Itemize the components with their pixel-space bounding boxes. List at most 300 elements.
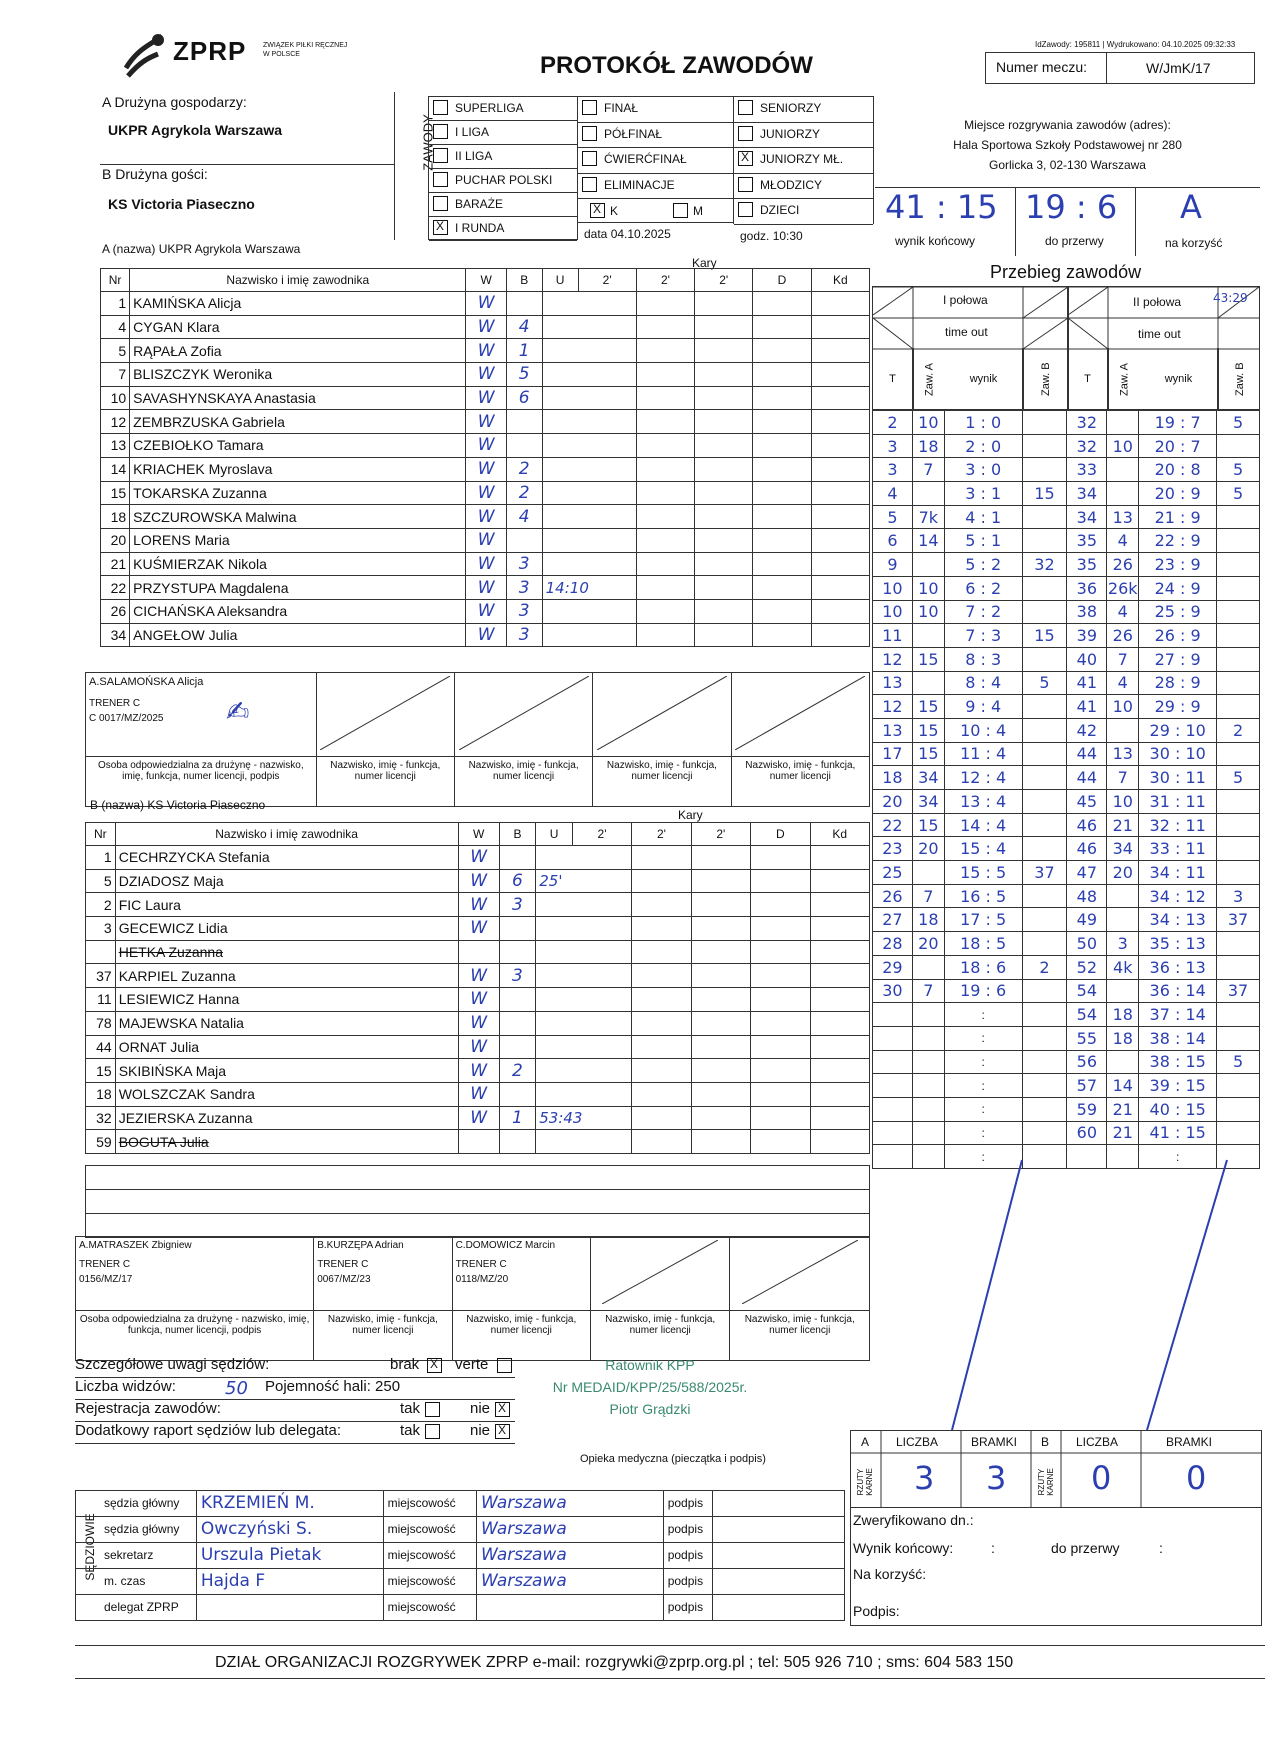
progress-row xyxy=(873,505,1260,529)
progress-cell xyxy=(1107,979,1139,1003)
progress-score: : xyxy=(944,1003,1022,1027)
progress-cell xyxy=(1022,576,1067,600)
progress-score: 20 : 7 xyxy=(1139,434,1217,458)
category-row xyxy=(734,148,873,174)
progress-cell xyxy=(1217,1026,1260,1050)
penalty-cell xyxy=(810,1082,870,1106)
penalty-b-count: 0 xyxy=(1091,1459,1112,1497)
staff-role: TRENER C xyxy=(317,1259,369,1270)
player-name: CICHAŃSKA Aleksandra xyxy=(130,599,466,623)
penalty-cell xyxy=(691,917,750,941)
progress-cell xyxy=(1217,837,1260,861)
progress-score: 13 : 4 xyxy=(944,790,1022,814)
penalty-cell xyxy=(810,869,870,893)
category-label: SUPERLIGA xyxy=(455,101,524,115)
player-penalty xyxy=(536,917,632,941)
progress-row xyxy=(873,576,1260,600)
player-goals: 2 xyxy=(506,457,542,481)
referee-role: sekretarz xyxy=(76,1542,197,1568)
penalty-cell xyxy=(636,315,694,339)
team-a-title: A (nazwa) UKPR Agrykola Warszawa xyxy=(102,242,301,256)
venue-block xyxy=(875,118,1260,172)
progress-cell: 10 xyxy=(1107,695,1139,719)
progress-cell: 36 xyxy=(1067,576,1107,600)
progress-cell xyxy=(1217,576,1260,600)
progress-cell: 7 xyxy=(1107,766,1139,790)
notes-verte-checkbox[interactable] xyxy=(497,1358,512,1373)
category-label: JUNIORZY MŁ. xyxy=(760,152,844,167)
player-name: HETKA Zuzanna xyxy=(115,940,458,964)
player-penalty xyxy=(536,846,632,870)
progress-cell xyxy=(1107,718,1139,742)
player-penalty-value: 53:43 xyxy=(539,1108,583,1127)
player-number xyxy=(86,940,116,964)
category-checkbox[interactable] xyxy=(433,220,448,235)
progress-score: 27 : 9 xyxy=(1139,647,1217,671)
registration-tak-checkbox[interactable] xyxy=(425,1402,440,1417)
progress-row xyxy=(873,671,1260,695)
player-penalty xyxy=(542,552,636,576)
team-a-staff-label-2: Nazwisko, imię - funkcja, numer licencji xyxy=(454,757,592,807)
zprp-logo xyxy=(118,28,368,80)
progress-score: 9 : 4 xyxy=(944,695,1022,719)
progress-score: 18 : 6 xyxy=(944,955,1022,979)
penalty-cell xyxy=(632,1130,691,1154)
penalty-cell xyxy=(695,528,753,552)
category-checkbox[interactable] xyxy=(433,148,448,163)
progress-score: 34 : 13 xyxy=(1139,908,1217,932)
team-b-label: B Drużyna gości: xyxy=(102,166,208,182)
player-penalty xyxy=(542,434,636,458)
half-result-sep: : xyxy=(1159,1540,1163,1556)
category-checkbox[interactable] xyxy=(738,151,753,166)
player-name: CZEBIOŁKO Tamara xyxy=(130,434,466,458)
progress-cell: 9 xyxy=(873,553,913,577)
progress-cell xyxy=(1217,932,1260,956)
player-name: BOGUTA Julia xyxy=(115,1130,458,1154)
progress-score: 2 : 0 xyxy=(944,434,1022,458)
penalty-b-count-label: LICZBA xyxy=(1076,1435,1119,1449)
player-penalty xyxy=(542,576,636,600)
progress-cell: 3 xyxy=(1217,884,1260,908)
second-half-note: 43:29 xyxy=(1213,291,1248,305)
player-name: WOLSZCZAK Sandra xyxy=(115,1082,458,1106)
registration-label: Rejestracja zawodów: xyxy=(75,1400,221,1417)
team-b-staff-cell xyxy=(314,1237,452,1311)
penalty-cell xyxy=(632,1059,691,1083)
progress-cell: 37 xyxy=(1022,861,1067,885)
progress-score: 26 : 9 xyxy=(1139,624,1217,648)
penalty-cell xyxy=(695,623,753,647)
penalty-cell xyxy=(751,917,810,941)
penalty-cell xyxy=(695,386,753,410)
player-played: W xyxy=(466,599,506,623)
category-checkbox[interactable] xyxy=(738,100,753,115)
progress-cell: 4 xyxy=(873,482,913,506)
player-number: 15 xyxy=(86,1059,116,1083)
progress-cell: 40 xyxy=(1067,647,1107,671)
penalty-cell xyxy=(753,386,811,410)
progress-row xyxy=(873,624,1260,648)
progress-cell: 28 xyxy=(873,932,913,956)
player-goals xyxy=(506,410,542,434)
progress-cell: 34 xyxy=(1067,505,1107,529)
progress-cell: 25 xyxy=(873,861,913,885)
category-checkbox[interactable] xyxy=(738,177,753,192)
progress-cell xyxy=(1217,790,1260,814)
progress-cell: 32 xyxy=(1067,411,1107,435)
progress-cell: 10 xyxy=(912,576,944,600)
winner-label: na korzyść xyxy=(1165,236,1223,250)
referee-sign-label: podpis xyxy=(663,1516,712,1542)
penalty-cell xyxy=(753,315,811,339)
progress-cell xyxy=(1022,884,1067,908)
player-penalty xyxy=(542,505,636,529)
referee-city-label: miejscowość xyxy=(383,1516,476,1542)
team-a-staff xyxy=(85,672,870,807)
category-row xyxy=(578,123,733,149)
penalty-cell xyxy=(636,599,694,623)
player-played: W xyxy=(458,917,499,941)
player-row xyxy=(86,1130,870,1154)
player-goals xyxy=(506,292,542,316)
progress-cell xyxy=(912,1026,944,1050)
penalty-a-count: 3 xyxy=(914,1459,935,1497)
progress-score: 39 : 15 xyxy=(1139,1074,1217,1098)
progress-col-header: Zaw. B xyxy=(1218,348,1261,410)
category-checkbox[interactable] xyxy=(738,202,753,217)
progress-row xyxy=(873,790,1260,814)
player-played: W xyxy=(466,410,506,434)
progress-cell: 20 xyxy=(873,790,913,814)
penalty-cell xyxy=(695,457,753,481)
penalty-cell xyxy=(691,940,750,964)
progress-score: 7 : 2 xyxy=(944,600,1022,624)
player-name: ZEMBRZUSKA Gabriela xyxy=(130,410,466,434)
player-number: 4 xyxy=(101,315,130,339)
penalty-cell xyxy=(811,505,869,529)
penalty-cell xyxy=(811,457,869,481)
progress-cell: 17 xyxy=(873,742,913,766)
progress-cell: 7k xyxy=(912,505,944,529)
timeout-label-2: time out xyxy=(1138,327,1181,341)
player-penalty xyxy=(536,1082,632,1106)
progress-cell: 54 xyxy=(1067,979,1107,1003)
progress-cell: 12 xyxy=(873,695,913,719)
category-row xyxy=(429,97,577,121)
progress-cell: 14 xyxy=(912,529,944,553)
player-number: 10 xyxy=(101,386,130,410)
penalty-cell xyxy=(753,410,811,434)
stamp-line-3: Piotr Grądzki xyxy=(609,1401,691,1417)
progress-cell xyxy=(912,955,944,979)
category-checkbox[interactable] xyxy=(433,124,448,139)
roster-header-cell: 2' xyxy=(632,823,691,846)
penalty-cell xyxy=(810,1106,870,1130)
progress-cell: 55 xyxy=(1067,1026,1107,1050)
category-checkbox[interactable] xyxy=(433,172,448,187)
category-checkbox[interactable] xyxy=(738,126,753,141)
penalty-cell xyxy=(811,481,869,505)
player-row xyxy=(101,552,870,576)
progress-cell: 42 xyxy=(1067,718,1107,742)
referee-sign-label: podpis xyxy=(663,1568,712,1594)
player-number: 18 xyxy=(86,1082,116,1106)
progress-cell xyxy=(1107,411,1139,435)
player-goals: 6 xyxy=(506,386,542,410)
player-number: 18 xyxy=(101,505,130,529)
progress-cell: 50 xyxy=(1067,932,1107,956)
gender-m-label: M xyxy=(693,204,703,218)
player-played: W xyxy=(458,893,499,917)
team-b-staff-label-1: Nazwisko, imię - funkcja, numer licencji xyxy=(314,1311,452,1361)
category-checkbox[interactable] xyxy=(582,177,597,192)
gender-row xyxy=(578,198,734,223)
progress-cell: 48 xyxy=(1067,884,1107,908)
progress-score: 25 : 9 xyxy=(1139,600,1217,624)
category-label: PÓŁFINAŁ xyxy=(604,126,663,141)
progress-cell xyxy=(1022,979,1067,1003)
player-row xyxy=(101,505,870,529)
player-number: 1 xyxy=(86,846,116,870)
category-label: PUCHAR POLSKI xyxy=(455,173,553,187)
penalty-cell xyxy=(751,1082,810,1106)
player-number: 22 xyxy=(101,576,130,600)
player-penalty xyxy=(536,1035,632,1059)
progress-score: 10 : 4 xyxy=(944,718,1022,742)
progress-cell xyxy=(1022,908,1067,932)
progress-cell xyxy=(1022,505,1067,529)
player-name: FIC Laura xyxy=(115,893,458,917)
penalty-cell xyxy=(691,988,750,1012)
player-played: W xyxy=(458,964,499,988)
referees-table xyxy=(75,1470,845,1621)
progress-cell: 34 xyxy=(912,766,944,790)
player-played: W xyxy=(458,1011,499,1035)
page-title: PROTOKÓŁ ZAWODÓW xyxy=(540,52,813,79)
report-tak-checkbox[interactable] xyxy=(425,1424,440,1439)
progress-row xyxy=(873,695,1260,719)
referee-city xyxy=(476,1594,663,1620)
progress-cell: 12 xyxy=(873,647,913,671)
penalty-cell xyxy=(810,917,870,941)
progress-row xyxy=(873,434,1260,458)
progress-cell xyxy=(873,1003,913,1027)
team-a-roster xyxy=(100,268,870,647)
category-checkbox[interactable] xyxy=(433,100,448,115)
penalty-cell xyxy=(691,1011,750,1035)
player-name: MAJEWSKA Natalia xyxy=(115,1011,458,1035)
player-played: W xyxy=(466,505,506,529)
player-row xyxy=(86,1011,870,1035)
progress-cell: 10 xyxy=(1107,434,1139,458)
referee-row xyxy=(76,1516,845,1542)
penalty-cell xyxy=(632,1011,691,1035)
team-b-staff-cell xyxy=(76,1237,314,1311)
progress-cell: 2 xyxy=(873,411,913,435)
final-score: 41 : 15 xyxy=(885,188,998,226)
first-half-label: I połowa xyxy=(943,293,988,307)
player-number: 2 xyxy=(86,893,116,917)
progress-cell: 3 xyxy=(873,434,913,458)
player-played: W xyxy=(466,552,506,576)
staff-licence: 0118/MZ/20 xyxy=(455,1274,509,1285)
penalty-cell xyxy=(636,339,694,363)
category-checkbox[interactable] xyxy=(433,196,448,211)
player-name: CYGAN Klara xyxy=(130,315,466,339)
logo-text: ZPRP xyxy=(173,36,247,66)
progress-cell xyxy=(1217,955,1260,979)
penalty-cell xyxy=(691,846,750,870)
player-goals: 4 xyxy=(506,505,542,529)
category-row xyxy=(429,193,577,217)
logo-subtitle: ZWIĄZEK PIŁKI RĘCZNEJ xyxy=(263,42,348,49)
report-nie-checkbox[interactable] xyxy=(495,1424,510,1439)
player-name: GECEWICZ Lidia xyxy=(115,917,458,941)
progress-score: : xyxy=(1139,1145,1217,1169)
player-name: ORNAT Julia xyxy=(115,1035,458,1059)
progress-score: 20 : 9 xyxy=(1139,482,1217,506)
progress-cell: 39 xyxy=(1067,624,1107,648)
progress-score: : xyxy=(944,1074,1022,1098)
progress-cell xyxy=(1217,553,1260,577)
player-penalty xyxy=(536,988,632,1012)
progress-score: 38 : 14 xyxy=(1139,1026,1217,1050)
player-penalty xyxy=(542,292,636,316)
penalty-cell xyxy=(632,917,691,941)
player-number: 13 xyxy=(101,434,130,458)
progress-cell xyxy=(1022,411,1067,435)
progress-cell: 21 xyxy=(1107,1121,1139,1145)
penalty-cell xyxy=(811,363,869,387)
progress-score: 37 : 14 xyxy=(1139,1003,1217,1027)
progress-cell: 7 xyxy=(912,458,944,482)
progress-cell xyxy=(1217,505,1260,529)
player-played: W xyxy=(466,292,506,316)
player-goals xyxy=(499,917,536,941)
player-number: 59 xyxy=(86,1130,116,1154)
favor-label: Na korzyść: xyxy=(853,1566,927,1582)
referee-city-label: miejscowość xyxy=(383,1594,476,1620)
category-checkbox[interactable] xyxy=(582,151,597,166)
player-goals: 2 xyxy=(506,481,542,505)
penalty-cell xyxy=(636,410,694,434)
progress-cell: 52 xyxy=(1067,955,1107,979)
roster-header-cell: U xyxy=(536,823,573,846)
progress-score: 41 : 15 xyxy=(1139,1121,1217,1145)
category-checkbox[interactable] xyxy=(582,100,597,115)
progress-cell: 59 xyxy=(1067,1097,1107,1121)
progress-cell: 35 xyxy=(1067,529,1107,553)
progress-row xyxy=(873,647,1260,671)
progress-cell: 54 xyxy=(1067,1003,1107,1027)
player-penalty xyxy=(536,1130,632,1154)
penalty-cell xyxy=(695,434,753,458)
progress-score: 19 : 6 xyxy=(944,979,1022,1003)
progress-score: 22 : 9 xyxy=(1139,529,1217,553)
penalty-cell xyxy=(753,623,811,647)
teams-block xyxy=(100,92,395,240)
penalty-cell xyxy=(810,846,870,870)
gender-m-checkbox[interactable] xyxy=(673,203,688,218)
penalty-cell xyxy=(753,481,811,505)
progress-cell xyxy=(1022,742,1067,766)
progress-score: 16 : 5 xyxy=(944,884,1022,908)
player-row xyxy=(101,315,870,339)
player-row xyxy=(86,917,870,941)
team-b-staff-label-3: Nazwisko, imię - funkcja, numer licencji xyxy=(590,1311,730,1361)
progress-cell: 15 xyxy=(912,813,944,837)
progress-score: 24 : 9 xyxy=(1139,576,1217,600)
player-name: JEZIERSKA Zuzanna xyxy=(115,1106,458,1130)
player-goals xyxy=(499,988,536,1012)
penalty-cell xyxy=(753,339,811,363)
player-played xyxy=(458,1130,499,1154)
roster-header-cell: B xyxy=(506,269,542,292)
cancel-lines xyxy=(872,1060,1262,1440)
penalty-cell xyxy=(691,1082,750,1106)
progress-cell xyxy=(1022,766,1067,790)
half-result-label: do przerwy xyxy=(1051,1540,1120,1556)
player-row xyxy=(86,964,870,988)
progress-score: 23 : 9 xyxy=(1139,553,1217,577)
player-penalty xyxy=(542,410,636,434)
progress-cell: 26 xyxy=(1107,624,1139,648)
penalty-cell xyxy=(811,292,869,316)
progress-cell: 34 xyxy=(1067,482,1107,506)
spectators-label: Liczba widzów: xyxy=(75,1378,176,1395)
notes-brak-checkbox[interactable] xyxy=(427,1358,442,1373)
print-meta: IdZawody: 195811 | Wydrukowano: 04.10.2025 09:32:33 xyxy=(1035,40,1236,49)
winner: A xyxy=(1180,188,1202,226)
team-a-label: A Drużyna gospodarzy: xyxy=(102,94,247,110)
progress-cell: 18 xyxy=(912,908,944,932)
progress-cell xyxy=(912,553,944,577)
penalty-cell xyxy=(636,386,694,410)
category-label: I RUNDA xyxy=(455,221,505,235)
team-a-kary-label: Kary xyxy=(692,256,717,270)
penalty-cell xyxy=(695,505,753,529)
penalty-cell xyxy=(810,1011,870,1035)
penalty-b-goals-label: BRAMKI xyxy=(1166,1435,1213,1449)
progress-cell xyxy=(1022,718,1067,742)
progress-cell: 18 xyxy=(1107,1003,1139,1027)
gender-k-checkbox[interactable] xyxy=(590,203,605,218)
referee-role: m. czas xyxy=(76,1568,197,1594)
progress-score: 40 : 15 xyxy=(1139,1097,1217,1121)
progress-score: 18 : 5 xyxy=(944,932,1022,956)
player-goals xyxy=(499,846,536,870)
player-name: LESIEWICZ Hanna xyxy=(115,988,458,1012)
penalty-cell xyxy=(811,315,869,339)
progress-score: : xyxy=(944,1026,1022,1050)
progress-table xyxy=(872,410,1260,1169)
player-number: 34 xyxy=(101,623,130,647)
team-a-staff-label-1: Nazwisko, imię - funkcja, numer licencji xyxy=(316,757,454,807)
progress-row xyxy=(873,766,1260,790)
player-played: W xyxy=(466,434,506,458)
player-goals: 3 xyxy=(506,576,542,600)
category-checkbox[interactable] xyxy=(582,126,597,141)
player-number: 21 xyxy=(101,552,130,576)
staff-role: TRENER C xyxy=(79,1259,131,1270)
penalty-cell xyxy=(691,1035,750,1059)
progress-cell xyxy=(873,1026,913,1050)
progress-row xyxy=(873,553,1260,577)
registration-nie-checkbox[interactable] xyxy=(495,1402,510,1417)
penalty-a-rzuty-label: RZUTY KARNE xyxy=(856,1468,874,1496)
category-row xyxy=(734,123,873,149)
